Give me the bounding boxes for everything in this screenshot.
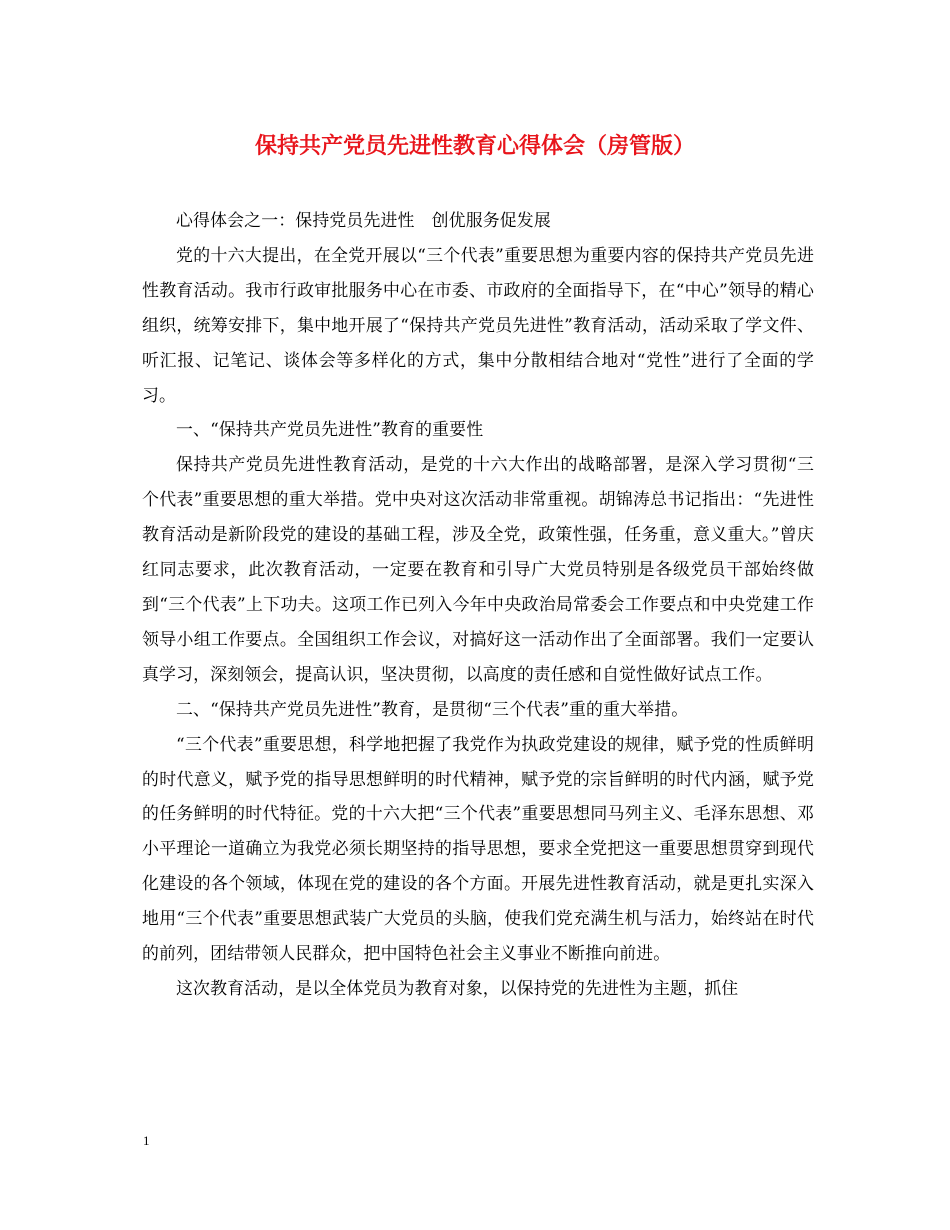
body-paragraph: 党的十六大提出，在全党开展以“三个代表”重要思想为重要内容的保持共产党员先进性教育活动。我市行政审批服务中心在市委、市政府的全面指导下，在“中心”领导的精心组织，统筹安排下，集中地开展了“保持共产党员先进性”教育活动，活动采取了学文件、听汇报、记笔记、谈体会等多样化的方式，集中分散相结合地对“党性”进行了全面的学习。: [142, 244, 814, 405]
document-title: 保持共产党员先进性教育心得体会（房管版）: [254, 133, 695, 159]
page-number: 1: [143, 1133, 150, 1148]
body-paragraph: 保持共产党员先进性教育活动，是党的十六大作出的战略部署，是深入学习贯彻“三个代表”重要思想的重大举措。党中央对这次活动非常重视。胡锦涛总书记指出：“先进性教育活动是新阶段党的建设的基础工程，涉及全党，政策性强，任务重，意义重大。”曾庆红同志要求，此次教育活动，一定要在教育和引导广大党员特别是各级党员干部始终做到“三个代表”上下功夫。这项工作已列入今年中央政治局常委会工作要点和中央党建工作领导小组工作要点。全国组织工作会议，对搞好这一活动作出了全面部署。我们一定要认真学习，深刻领会，提高认识，坚决贯彻，以高度的责任感和自觉性做好试点工作。: [142, 454, 814, 684]
section-heading: 二、“保持共产党员先进性”教育，是贯彻“三个代表”重的重大举措。: [176, 698, 689, 719]
section-subtitle: 心得体会之一：保持党员先进性 创优服务促发展: [176, 210, 551, 230]
document-body: [142, 203, 814, 1006]
body-paragraph: “三个代表”重要思想，科学地把握了我党作为执政党建设的规律，赋予党的性质鲜明的时代意义，赋予党的指导思想鲜明的时代精神，赋予党的宗旨鲜明的时代内涵，赋予党的任务鲜明的时代特征。党的十六大把“三个代表”重要思想同马列主义、毛泽东思想、邓小平理论一道确立为我党必须长期坚持的指导思想，要求全党把这一重要思想贯穿到现代化建设的各个领域，体现在党的建设的各个方面。开展先进性教育活动，就是更扎实深入地用“三个代表”重要思想武装广大党员的头脑，使我们党充满生机与活力，始终站在时代的前列，团结带领人民群众，把中国特色社会主义事业不断推向前进。: [142, 733, 814, 964]
body-paragraph: 这次教育活动，是以全体党员为教育对象，以保持党的先进性为主题，抓住: [176, 977, 739, 998]
section-heading: 一、“保持共产党员先进性”教育的重要性: [176, 419, 484, 440]
